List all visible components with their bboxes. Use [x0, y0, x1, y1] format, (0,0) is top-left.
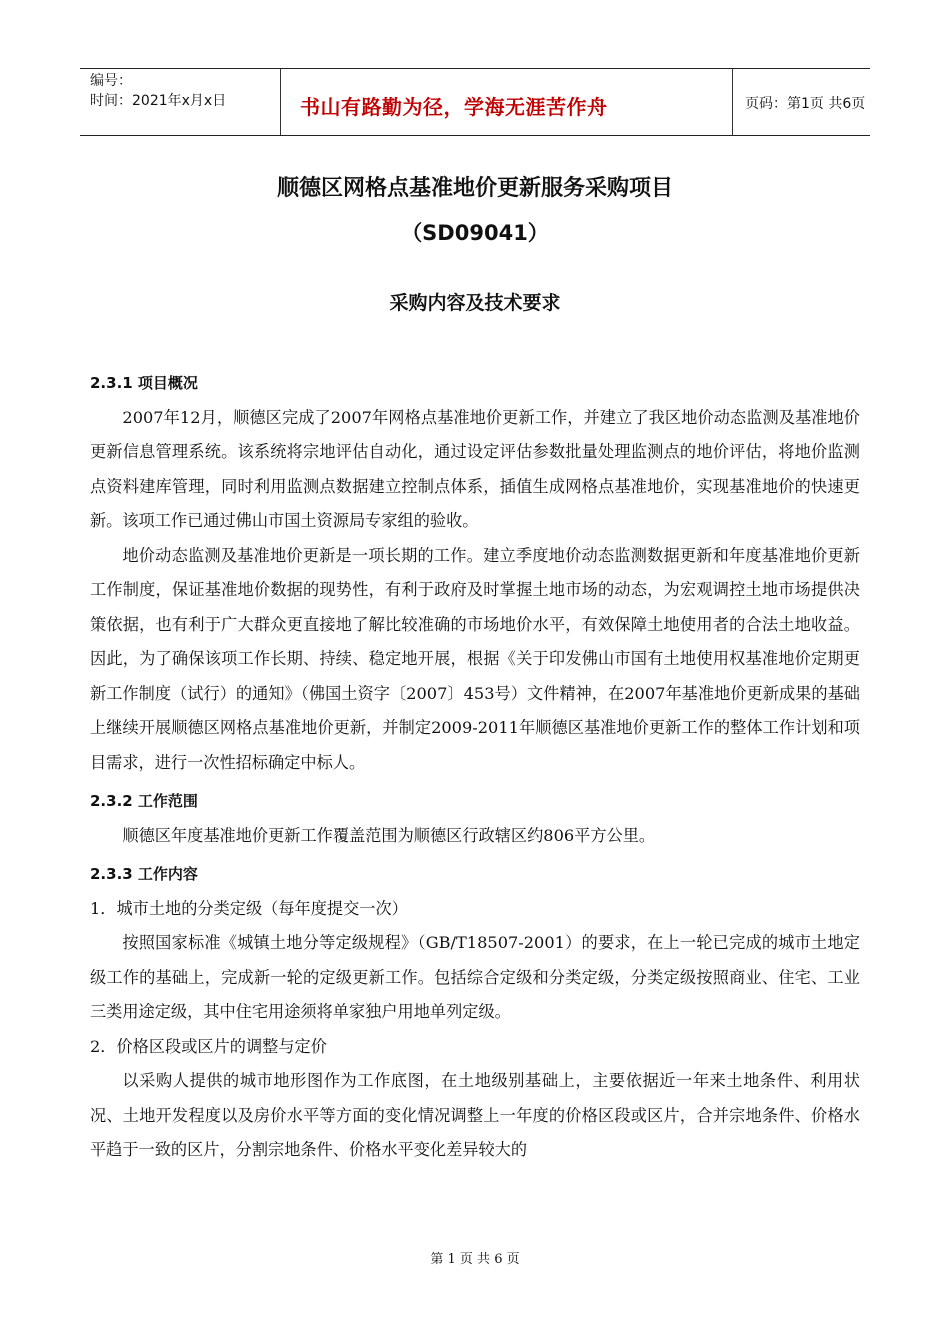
- header-meta-cell: [80, 69, 281, 135]
- document-title: 顺德区网格点基准地价更新服务采购项目: [276, 176, 673, 201]
- page-footer: 第 1 页 共 6 页: [430, 1252, 520, 1267]
- header-table: [80, 68, 870, 136]
- project-code: （SD09041）: [401, 221, 549, 245]
- scope-paragraph: 顺德区年度基准地价更新工作覆盖范围为顺德区行政辖区约806平方公里。: [122, 825, 656, 845]
- page-info: 页码：第1页 共6页: [745, 96, 866, 112]
- content-item-2: 2．价格区段或区片的调整与定价: [90, 1036, 327, 1056]
- overview-paragraph-1: 2007年12月，顺德区完成了2007年网格点基准地价更新工作，并建立了我区地价动态监测及基准地价更新信息管理系统。该系统将宗地评估自动化，通过设定评估参数批量处理监测点的地价评估，将地价监测点资料建库管理，同时利用监测点数据建立控制点体系，插值生成网格点基准地价，实现基准地价的快速更新。该项工作已通过佛山市国土资源局专家组的验收。: [90, 407, 860, 530]
- section-heading-content: 2.3.3 工作内容: [90, 865, 198, 883]
- section-heading-overview: 2.3.1 项目概况: [90, 374, 198, 392]
- document-body: [90, 366, 860, 1168]
- section-heading-scope: 2.3.2 工作范围: [90, 792, 198, 810]
- content-item-1: 1．城市土地的分类定级（每年度提交一次）: [90, 898, 408, 918]
- header-page-cell: [733, 69, 870, 135]
- header-motto-cell: [281, 69, 733, 135]
- overview-paragraph-2: 地价动态监测及基准地价更新是一项长期的工作。建立季度地价动态监测数据更新和年度基准地价更新工作制度，保证基准地价数据的现势性，有利于政府及时掌握土地市场的动态，为宏观调控土地市场提供决策依据，也有利于广大群众更直接地了解比较准确的市场地价水平，有效保障土地使用者的合法土地收益。因此，为了确保该项工作长期、持续、稳定地开展，根据《关于印发佛山市国有土地使用权基准地价定期更新工作制度（试行）的通知》（佛国土资字〔2007〕453号）文件精神，在2007年基准地价更新成果的基础上继续开展顺德区网格点基准地价更新，并制定2009-2011年顺德区基准地价更新工作的整体工作计划和项目需求，进行一次性招标确定中标人。: [90, 545, 860, 772]
- number-label: 编号：: [90, 73, 132, 89]
- section-subtitle: 采购内容及技术要求: [389, 292, 561, 314]
- content-paragraph-1: 按照国家标准《城镇土地分等定级规程》（GB/T18507-2001）的要求，在上一轮已完成的城市土地定级工作的基础上，完成新一轮的定级更新工作。包括综合定级和分类定级，分类定级按照商业、住宅、工业三类用途定级，其中住宅用途须将单家独户用地单列定级。: [90, 933, 860, 1021]
- motto-text: 书山有路勤为径，学海无涯苦作舟: [300, 95, 608, 119]
- content-paragraph-2: 以采购人提供的城市地形图作为工作底图，在土地级别基础上，主要依据近一年来土地条件、利用状况、土地开发程度以及房价水平等方面的变化情况调整上一年度的价格区段或区片，合并宗地条件、价格水平趋于一致的区片，分割宗地条件、价格水平变化差异较大的: [90, 1071, 860, 1159]
- date-label: 时间：2021年x月x日: [90, 93, 227, 109]
